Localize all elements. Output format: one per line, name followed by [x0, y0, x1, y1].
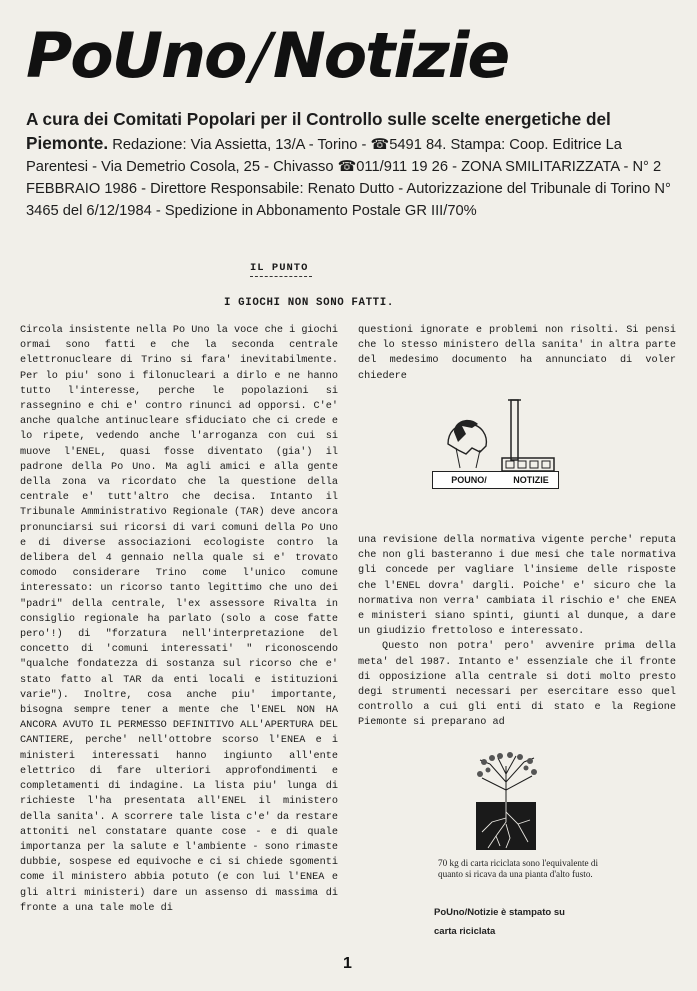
masthead-title — [26, 14, 689, 98]
article-left-column — [20, 323, 338, 963]
article-right-column-top — [358, 323, 676, 382]
publisher-subtitle: A cura dei Comitati Popolari per il Controllo sulle scelte energetiche del Piemonte. — [26, 109, 611, 153]
recycled-paper-statement — [434, 903, 634, 941]
tree-illustration — [470, 752, 542, 852]
stampa-info: Stampa: Coop. Editrice La Parentesi - Via Demetrio Cosola, 25 - Chivasso — [26, 137, 622, 175]
phone-stampa: 011/911 19 26 — [356, 159, 449, 175]
recycled-paper-line2: carta riciclata — [434, 926, 496, 937]
recycled-paper-note: 70 kg di carta riciclata sono l'equivalente di quanto si ricava da una pianta d'alto fusto. — [438, 858, 599, 880]
publication-info — [26, 108, 676, 222]
article-body-left: Circola insistente nella Po Uno la voce che i giochi ormai sono fatti e che la seconda centrale elettronucleare di Trino si fara' inevitabilmente. Per lo piu' sono i filonucleari a dirlo e ne hanno tutto l'interesse, perche le popolazioni si rassegnino e chi e' contro rinunci ad opporsi. C'e' anche qualche antinucleare sfiduciato che ci crede e lo ripete, vedendo anche l'arroganza con cui si muove l'ENEL, quasi fosse diventato (gia') il padrone della Po Uno. Ma agli amici e alla gente della zona va ricordato che la questione della centrale e' tutt'altro che decisa. Intanto il Tribunale Amministrativo Regionale (TAR) deve ancora pronunciarsi sui ricorsi di vari comuni della Po Uno e di diverse associazioni ecologiste contro la delibera del 4 gennaio nella quale si e' trovato comodo considerare Trino come l'unico comune interessato: un ricorso tanto legittimo che uno dei "padri" della centrale, l'ex assessore Rivalta in consiglio regionale ha parlato (solo a cose fatte pero'!) di "forzatura nell'interpretazione del concetto di 'comuni interessati' " riconoscendo "qualche fondatezza di sostanza sul ricorso che e' stato fatto al TAR da enti locali e istituzioni varie"). Inoltre, cosa anche piu' importante, bisogna sempre tener a mente che l'ENEL NON HA ANCORA AVUTO IL PERMESSO DEFINITIVO ALL'APERTURA DEL CANTIERE, perche' nell'ottobre scorso l'ENEA e i ministeri interessati hanno ingiunto all'ente elettrico di fare ulteriori approfondimenti e completamenti di indagine. La lista piu' lunga di richieste l'ha presentata all'ENEL il ministero della sanita'. A scorrere tale lista c'e' da restare attoniti nel constatare quante cose - e di quale importanza per la salute e l'ambiente - sono rimaste dubbie, sospese ed equivoche e ci si chiede sgomenti come il ministero abbia potuto (e con lui l'ENEA e gli altri ministeri) dare un assenso di massima di fronte a una tale mole di — [20, 325, 338, 914]
masthead-part1: PoUno — [26, 19, 246, 92]
article-body-right-mid: una revisione della normativa vigente perche' reputa che non gli basteranno i due mesi che tale normativa gli concede per vagliare l'insieme delle risposte che l'ENEL dovra' dargli. Poiche' e' sicuro che la normativa non verra' cambiata il rischio e' che ENEA e ministeri siano spinti, giunti al dunque, a dare un giudizio frettoloso e interessato. — [358, 535, 676, 638]
masthead-slash: / — [249, 19, 269, 92]
phone-redazione: 5491 84. — [389, 137, 447, 153]
article-headline: I GIOCHI NON SONO FATTI. — [224, 297, 394, 309]
page-number: 1 — [343, 955, 352, 972]
logo-label-pouno: POUNO/ — [432, 471, 506, 489]
logo-label-notizie: NOTIZIE — [504, 471, 559, 489]
article-right-column-mid — [358, 533, 676, 738]
telephone-icon: ☎ — [370, 136, 390, 153]
issue-info: - ZONA SMILITARIZZATA - N° 2 FEBBRAIO 1986 - Direttore Responsabile: Renato Dutto - Autorizzazione del Tribunale di Torino N° 3465 del 6/12/1984 - Spedizione in Abbonamento Postale GR III/70% — [26, 159, 671, 219]
tree-icon — [470, 752, 542, 852]
redazione-address: Redazione: Via Assietta, 13/A - Torino - — [112, 137, 367, 153]
section-kicker: IL PUNTO — [250, 262, 309, 274]
recycled-paper-line1: PoUno/Notizie è stampato su — [434, 907, 565, 918]
article-body-right-mid-p2: Questo non potra' pero' avvenire prima della meta' del 1987. Intanto e' essenziale che il fronte di opposizione alla centrale si doti molto presto degi strumenti necessari per esercitare esso quel controllo a cui gli enti di stato e la Regione Piemonte si preparano ad — [358, 641, 676, 729]
telephone-icon: ☎ — [337, 158, 357, 175]
pouno-notizie-logo — [432, 392, 562, 502]
kicker-underline — [250, 276, 312, 277]
masthead-part2: Notizie — [272, 19, 509, 92]
article-body-right-top: questioni ignorate e problemi non risolti. Si pensi che lo stesso ministero della sanita' in altra parte del medesimo documento ha annunciato di voler chiedere — [358, 325, 676, 382]
